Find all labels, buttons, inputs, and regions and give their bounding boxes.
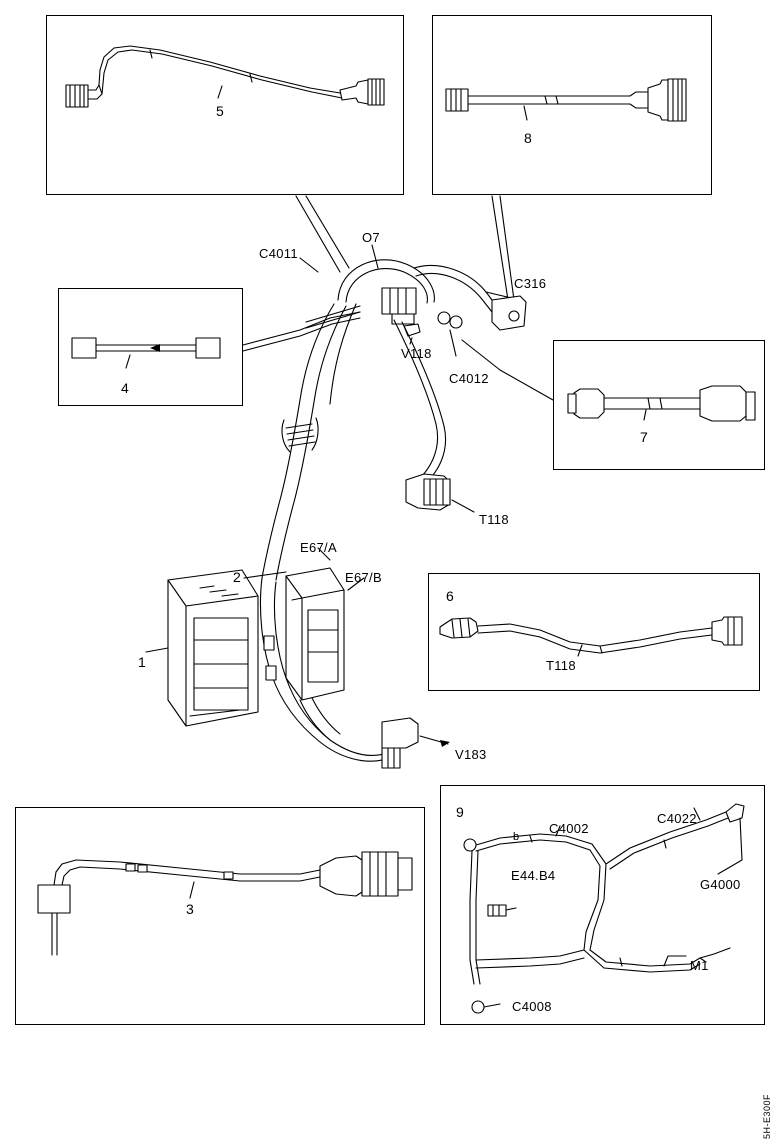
connector-label-c4012: C4012 xyxy=(449,371,489,386)
connector-label-c4008: C4008 xyxy=(512,999,552,1014)
connector-label-c4002: C4002 xyxy=(549,821,589,836)
inset-frame-3 xyxy=(432,15,712,195)
connector-label-e44b4: E44.B4 xyxy=(511,868,556,883)
connector-label-t118-upper: T118 xyxy=(479,512,509,527)
connector-label-c316: C316 xyxy=(514,276,547,291)
inset-frame-7 xyxy=(553,340,765,470)
item-number-1: 1 xyxy=(138,654,147,670)
connector-label-g4000: G4000 xyxy=(700,877,741,892)
connector-label-c4011: C4011 xyxy=(259,246,298,261)
connector-label-c4022: C4022 xyxy=(657,811,697,826)
item-number-3: 3 xyxy=(186,901,195,917)
connector-label-v183: V183 xyxy=(455,747,487,762)
item-number-6: 6 xyxy=(446,588,455,604)
item-number-5: 5 xyxy=(216,103,225,119)
inset-frame-4 xyxy=(58,288,243,406)
item-number-2: 2 xyxy=(233,569,242,585)
item-number-8: 8 xyxy=(524,130,533,146)
inset-frame-8 xyxy=(15,807,425,1025)
inset-frame-9 xyxy=(440,785,765,1025)
connector-label-e67a: E67/A xyxy=(300,540,337,555)
connector-label-b-mark: b xyxy=(513,831,520,843)
inset-frame-5 xyxy=(46,15,404,195)
connector-label-m1: M1 xyxy=(690,958,709,973)
inset-frame-6 xyxy=(428,573,760,691)
connector-label-o7: O7 xyxy=(362,230,380,245)
connector-label-e67b: E67/B xyxy=(345,570,382,585)
connector-label-v118: V118 xyxy=(401,346,432,361)
drawing-corner-code: 5H-E300F xyxy=(762,1094,772,1139)
item-number-9: 9 xyxy=(456,804,465,820)
item-number-7: 7 xyxy=(640,429,649,445)
connector-label-t118-lower: T118 xyxy=(546,658,576,673)
item-number-4: 4 xyxy=(121,380,130,396)
